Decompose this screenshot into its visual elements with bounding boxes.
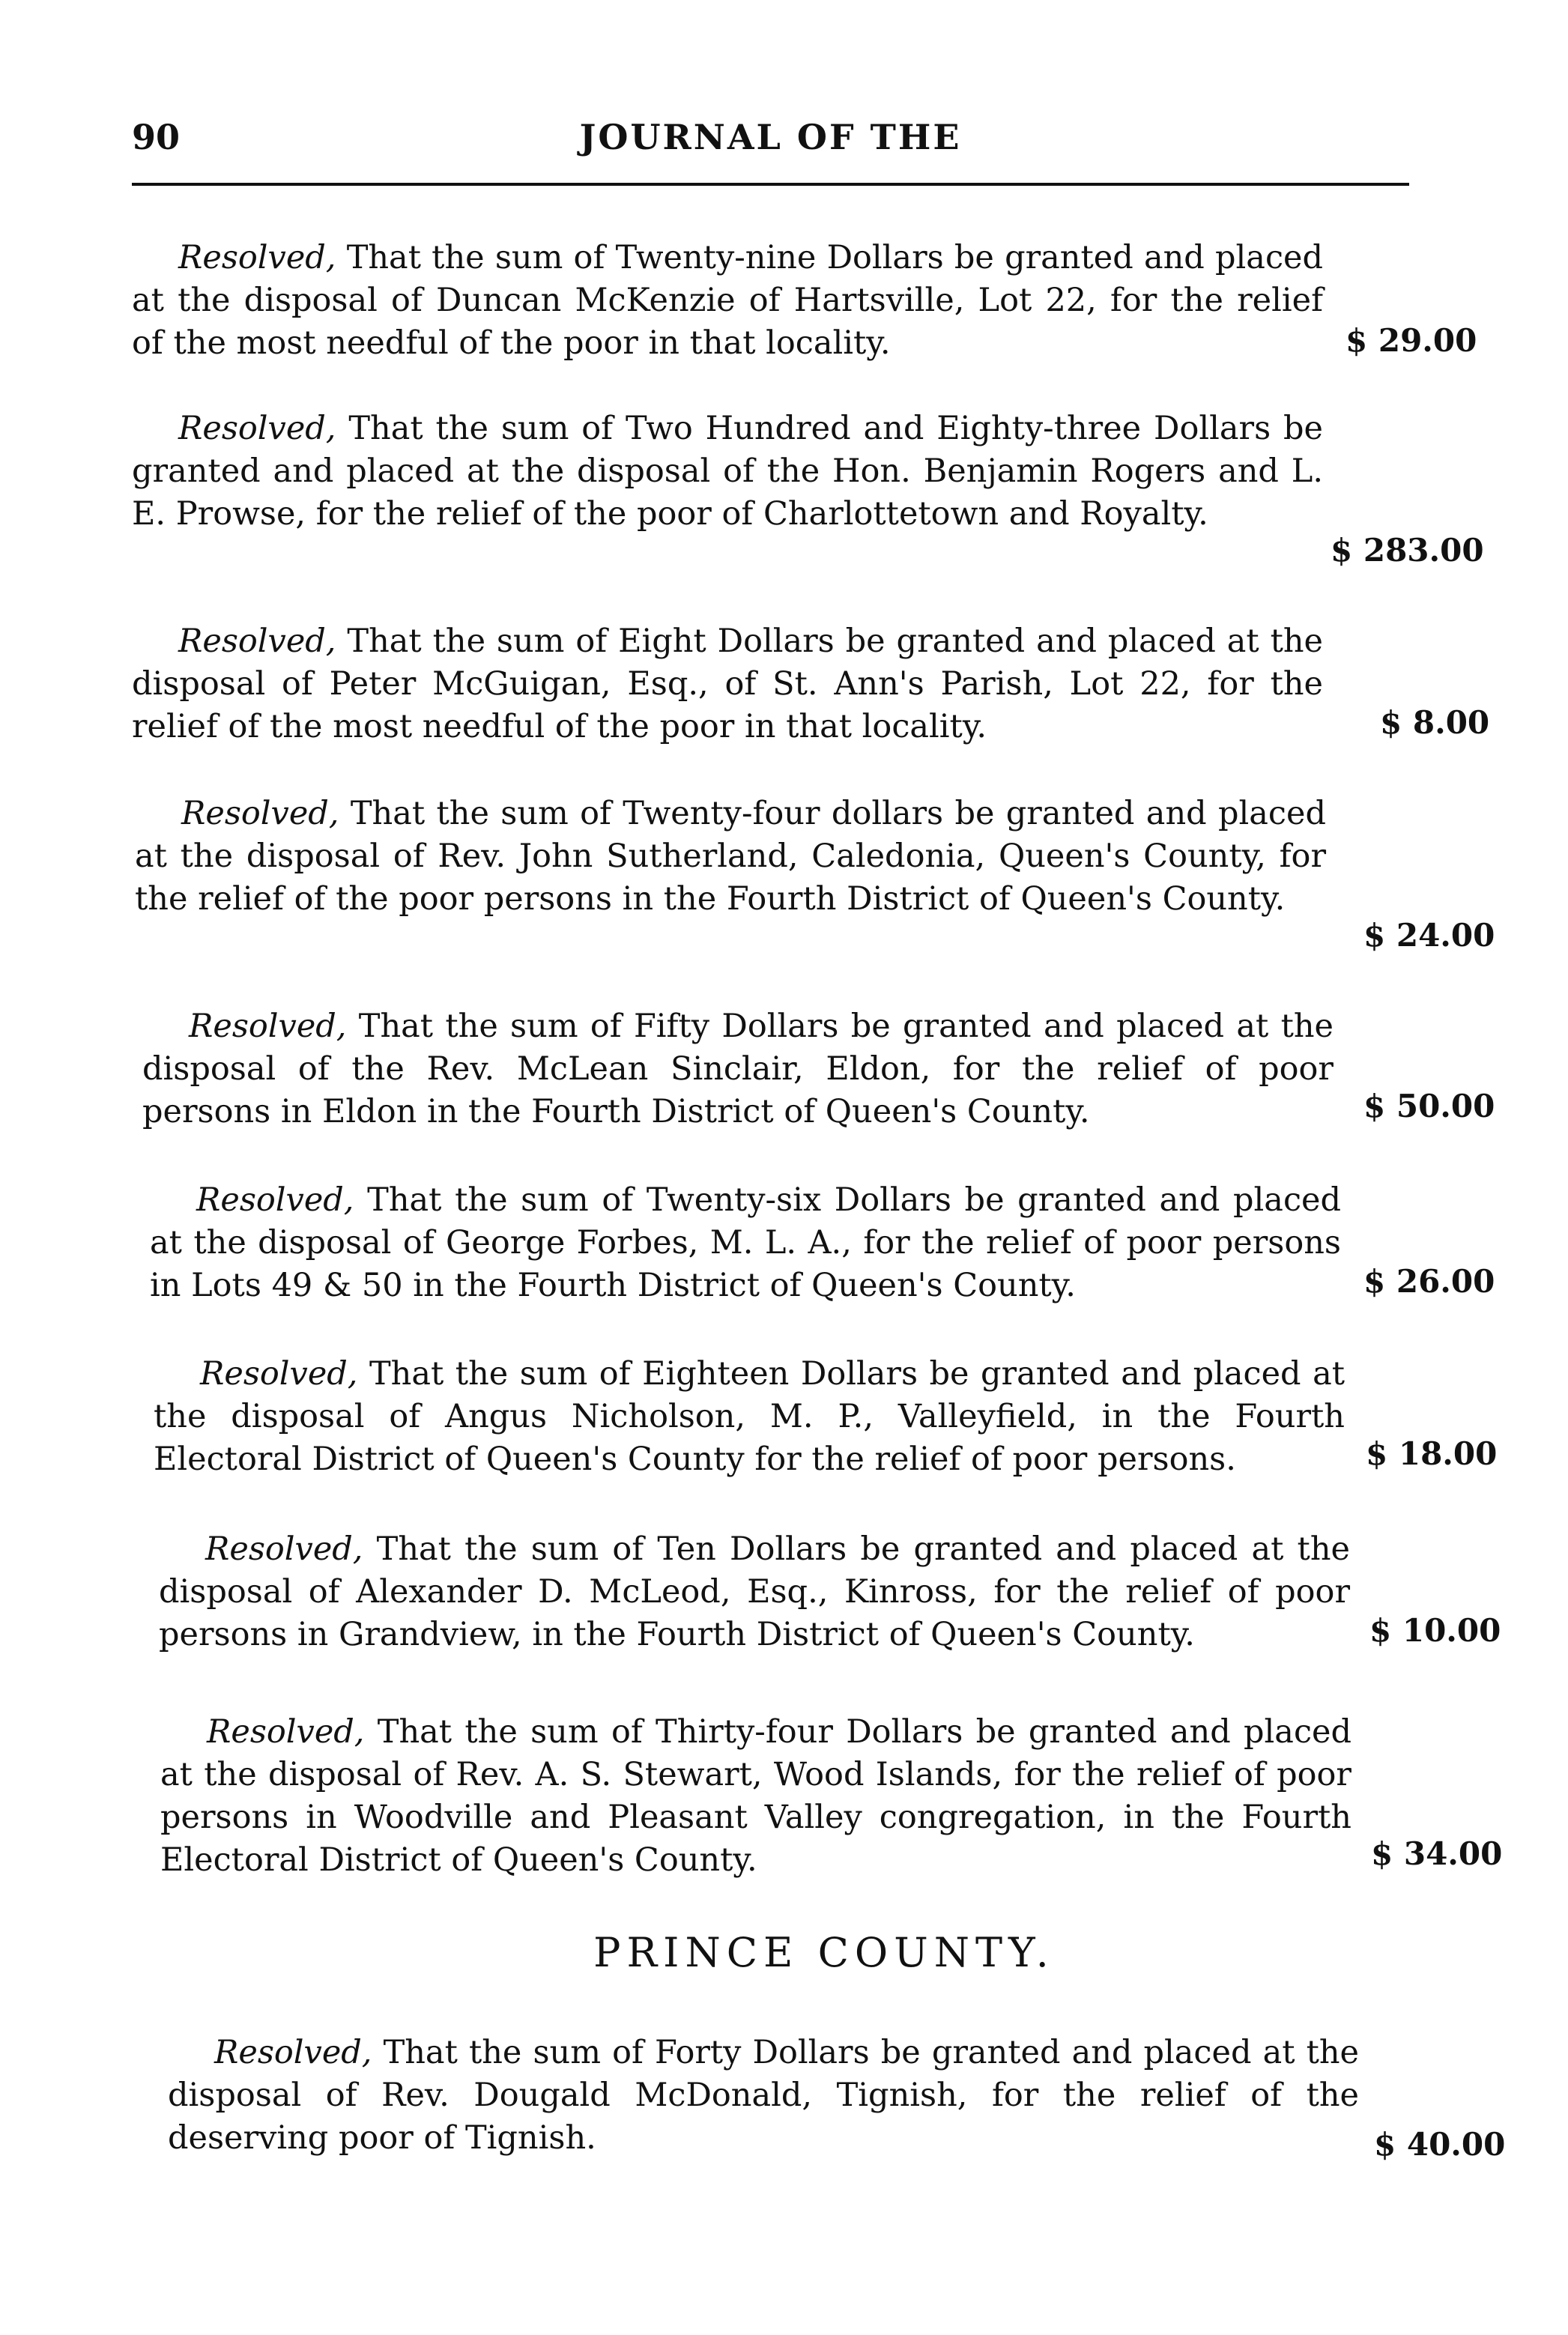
resolution-body: That the sum of Fifty Dollars be granted and placed at the disposal of the Rev. McLean Sinclair, Eldon, for the relief of poor persons in Eldon in the Fourth District of Queen's County.	[142, 1008, 1334, 1130]
grant-amount: $ 24.00	[1363, 917, 1495, 954]
resolution-body: That the sum of Twenty-six Dollars be granted and placed at the disposal of George Forbes, M. L. A., for the relief of poor persons in Lots 49 & 50 in the Fourth District of Queen's County.	[150, 1181, 1341, 1304]
resolved-lead: Resolved,	[189, 1008, 347, 1045]
resolution-text	[154, 1353, 1345, 1481]
resolution-entry	[132, 237, 1503, 362]
resolution-text	[142, 1005, 1334, 1133]
page-header	[132, 111, 1409, 186]
resolution-body: That the sum of Forty Dollars be granted and placed at the disposal of Rev. Dougald McDonald, Tignish, for the relief of the deserving poor of Tignish.	[168, 2034, 1359, 2157]
resolution-text	[159, 1528, 1350, 1656]
resolution-entry	[135, 793, 1506, 954]
resolution-entry	[132, 620, 1503, 745]
resolved-lead: Resolved,	[178, 239, 336, 276]
resolution-text	[132, 237, 1323, 365]
resolved-lead: Resolved,	[178, 410, 336, 447]
resolution-entry	[142, 1005, 1513, 1130]
grant-amount: $ 40.00	[1374, 2126, 1506, 2163]
running-head: JOURNAL OF THE	[579, 117, 962, 157]
resolved-lead: Resolved,	[181, 795, 339, 832]
resolved-lead: Resolved,	[196, 1181, 354, 1219]
resolution-text	[150, 1179, 1341, 1307]
resolution-body: That the sum of Twenty-nine Dollars be granted and placed at the disposal of Duncan McKenzie of Hartsville, Lot 22, for the relief of the most needful of the poor in that locality.	[132, 239, 1323, 362]
resolution-entry	[160, 1711, 1531, 1879]
resolution-entry	[168, 2032, 1539, 2163]
grant-amount: $ 50.00	[1363, 1088, 1495, 1124]
header-rule	[132, 183, 1409, 186]
resolved-lead: Resolved,	[207, 1713, 365, 1751]
grant-amount: $ 8.00	[1380, 704, 1490, 741]
grant-amount: $ 18.00	[1366, 1435, 1498, 1472]
grant-amount: $ 29.00	[1345, 322, 1477, 359]
resolution-entry	[159, 1528, 1530, 1653]
resolution-text	[160, 1711, 1351, 1882]
resolution-body: That the sum of Twenty-four dollars be granted and placed at the disposal of Rev. John Sutherland, Caledonia, Queen's County, for the relief of the poor persons in the Fourth District of Queen's County.	[135, 795, 1326, 918]
page-number: 90	[132, 117, 181, 157]
resolution-entry	[132, 408, 1503, 569]
section-heading: PRINCE COUNTY.	[593, 1929, 1055, 1976]
resolution-entry	[154, 1353, 1525, 1478]
resolution-text	[132, 408, 1323, 536]
resolved-lead: Resolved,	[205, 1530, 363, 1568]
resolution-body: That the sum of Eight Dollars be granted and placed at the disposal of Peter McGuigan, Esq., of St. Ann's Parish, Lot 22, for the relief of the most needful of the poor in that locality.	[132, 623, 1323, 745]
grant-amount: $ 283.00	[1331, 532, 1484, 569]
resolution-text	[135, 793, 1326, 921]
resolution-text	[132, 620, 1323, 748]
grant-amount: $ 26.00	[1363, 1263, 1495, 1300]
resolution-body: That the sum of Thirty-four Dollars be granted and placed at the disposal of Rev. A. S. Stewart, Wood Islands, for the relief of poor persons in Woodville and Pleasant Valley congregation, in the Fourth Electoral District of Queen's County.	[160, 1713, 1351, 1879]
resolution-body: That the sum of Two Hundred and Eighty-three Dollars be granted and placed at the disposal of the Hon. Benjamin Rogers and L. E. Prowse, for the relief of the poor of Charlottetown and Royalty.	[132, 410, 1323, 533]
resolution-body: That the sum of Eighteen Dollars be granted and placed at the disposal of Angus Nicholson, M. P., Valleyfield, in the Fourth Electoral District of Queen's County for the relief of poor persons.	[154, 1355, 1345, 1478]
resolved-lead: Resolved,	[178, 623, 336, 660]
resolution-body: That the sum of Ten Dollars be granted and placed at the disposal of Alexander D. McLeod, Esq., Kinross, for the relief of poor persons in Grandview, in the Fourth District of Queen's County.	[159, 1530, 1350, 1653]
resolution-text	[168, 2032, 1359, 2160]
grant-amount: $ 10.00	[1369, 1612, 1501, 1649]
resolution-entry	[150, 1179, 1521, 1304]
grant-amount: $ 34.00	[1371, 1835, 1503, 1872]
resolved-lead: Resolved,	[200, 1355, 358, 1393]
resolved-lead: Resolved,	[214, 2034, 372, 2071]
